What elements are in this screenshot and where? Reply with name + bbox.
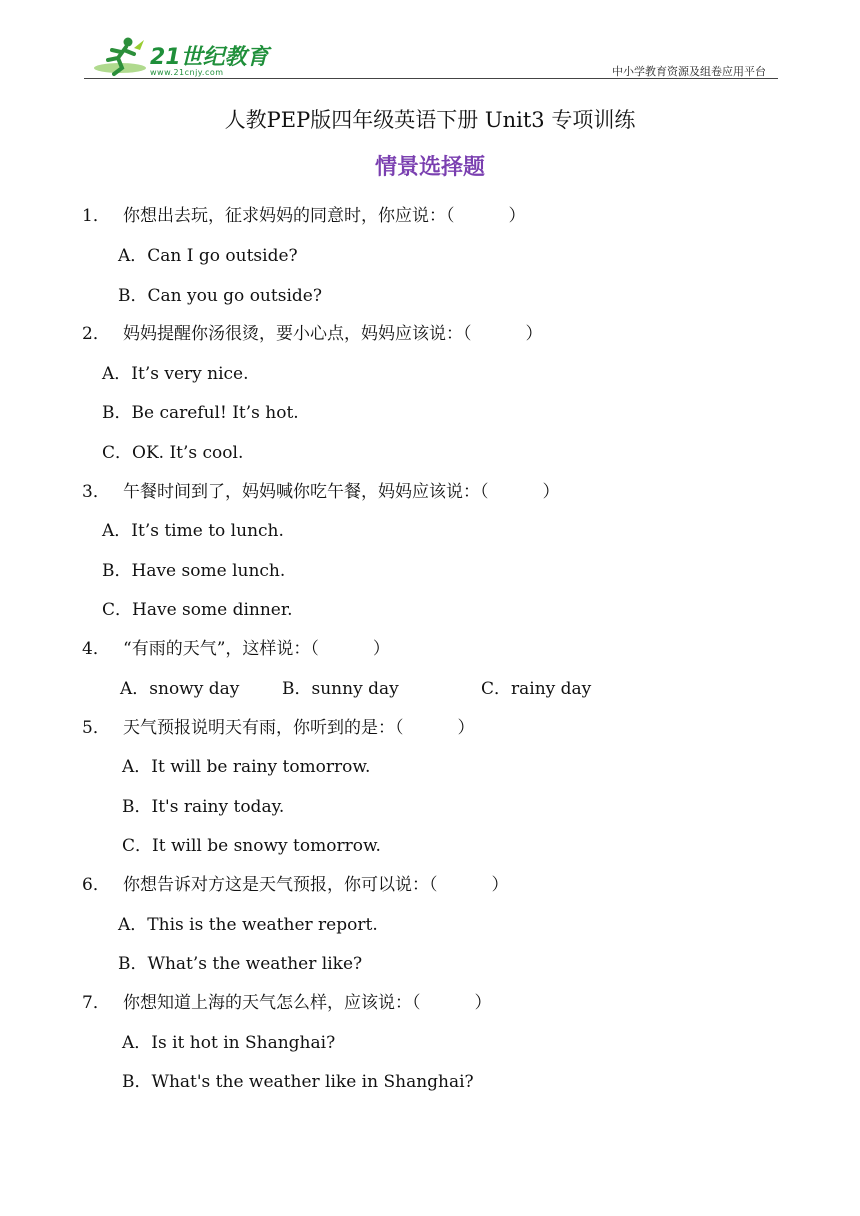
- option-2c[interactable]: C．OK. It’s cool.: [102, 443, 244, 463]
- option-3a[interactable]: A．It’s time to lunch.: [102, 521, 284, 541]
- option-4a[interactable]: A．snowy day: [120, 679, 240, 699]
- option-5b[interactable]: B．It's rainy today.: [122, 797, 285, 817]
- question-text: 午餐时间到了，妈妈喊你吃午餐，妈妈应该说：（ ）: [123, 482, 560, 502]
- option-5c[interactable]: C．It will be snowy tomorrow.: [122, 836, 381, 856]
- header-divider: [84, 78, 778, 79]
- option-7b[interactable]: B．What's the weather like in Shanghai?: [122, 1072, 474, 1092]
- option-2b[interactable]: B．Be careful! It’s hot.: [102, 403, 299, 423]
- question-6: [82, 870, 509, 895]
- logo-url: www.21cnjy.com: [150, 68, 224, 77]
- question-text: 天气预报说明天有雨，你听到的是：（ ）: [123, 718, 475, 738]
- question-text: 妈妈提醒你汤很烫，要小心点，妈妈应该说：（ ）: [123, 324, 543, 344]
- question-4: [82, 634, 390, 659]
- option-2a[interactable]: A．It’s very nice.: [102, 364, 249, 384]
- question-text: “有雨的天气”，这样说：（ ）: [123, 639, 390, 659]
- option-6b[interactable]: B．What’s the weather like?: [118, 954, 363, 974]
- page-header: [84, 30, 778, 80]
- question-5: [82, 713, 475, 738]
- option-6a[interactable]: A．This is the weather report.: [118, 915, 378, 935]
- platform-name: 中小学教育资源及组卷应用平台: [612, 65, 766, 78]
- question-number: 2．: [82, 324, 110, 344]
- logo: [90, 34, 270, 78]
- question-number: 3．: [82, 482, 110, 502]
- option-3b[interactable]: B．Have some lunch.: [102, 561, 286, 581]
- question-text: 你想告诉对方这是天气预报，你可以说：（ ）: [123, 875, 509, 895]
- question-text: 你想出去玩，征求妈妈的同意时，你应说：（ ）: [123, 206, 526, 226]
- question-3: [82, 477, 560, 502]
- question-number: 1．: [82, 206, 110, 226]
- option-3c[interactable]: C．Have some dinner.: [102, 600, 293, 620]
- runner-logo-icon: [90, 34, 150, 78]
- question-number: 4．: [82, 639, 110, 659]
- option-1b[interactable]: B．Can you go outside?: [118, 286, 322, 306]
- question-number: 6．: [82, 875, 110, 895]
- question-7: [82, 988, 492, 1013]
- option-7a[interactable]: A．Is it hot in Shanghai?: [122, 1033, 336, 1053]
- option-5a[interactable]: A．It will be rainy tomorrow.: [122, 757, 371, 777]
- option-1a[interactable]: A．Can I go outside?: [118, 246, 298, 266]
- option-4b[interactable]: B．sunny day: [282, 679, 399, 699]
- option-4c[interactable]: C．rainy day: [481, 679, 592, 699]
- question-text: 你想知道上海的天气怎么样，应该说：（ ）: [123, 993, 492, 1013]
- question-number: 5．: [82, 718, 110, 738]
- section-title: 情景选择题: [374, 155, 485, 180]
- question-number: 7．: [82, 993, 110, 1013]
- logo-text: 21世纪教育: [150, 45, 269, 70]
- page-title: 人教PEP版四年级英语下册 Unit3 专项训练: [224, 108, 636, 132]
- question-2: [82, 319, 543, 344]
- question-1: [82, 201, 526, 226]
